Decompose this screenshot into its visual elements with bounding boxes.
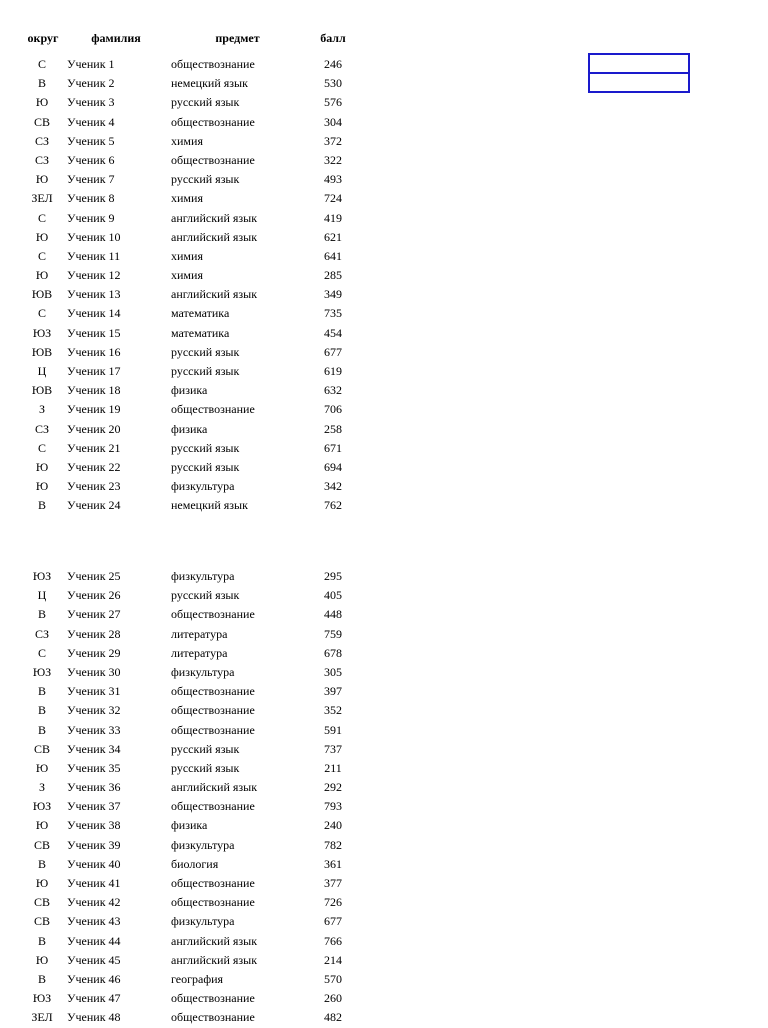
cell-familiya[interactable]: Ученик 41 [67, 876, 121, 890]
table-row [0, 721, 400, 740]
cell-ball[interactable]: 724 [324, 191, 342, 206]
table-row [0, 970, 400, 989]
cell-familiya[interactable]: Ученик 42 [67, 895, 121, 910]
table-row [0, 247, 400, 266]
cell-ball[interactable]: 405 [324, 588, 342, 603]
cell-predmet[interactable]: литература [171, 626, 228, 641]
cell-okrug[interactable]: ЗЕЛ [31, 191, 53, 206]
table-row [0, 644, 400, 663]
cell-familiya[interactable]: Ученик 46 [67, 971, 121, 986]
cell-familiya[interactable]: Ученик 5 [67, 133, 115, 148]
cell-predmet[interactable]: русский язык [171, 760, 240, 775]
cell-okrug[interactable]: Ц [37, 364, 47, 378]
cell-okrug[interactable]: Ю [35, 172, 49, 187]
cell-okrug[interactable]: СЗ [34, 152, 49, 167]
column-header-predmet[interactable]: предмет [215, 31, 260, 45]
cell-familiya[interactable]: Ученик 13 [67, 287, 121, 302]
cell-familiya[interactable]: Ученик 9 [67, 210, 115, 225]
cell-familiya[interactable]: Ученик 35 [67, 760, 121, 775]
table-row [0, 113, 400, 132]
cell-familiya[interactable]: Ученик 16 [67, 344, 121, 359]
table-row [0, 816, 400, 835]
table-row [0, 759, 400, 778]
cell-familiya[interactable]: Ученик 37 [67, 799, 121, 814]
cell-okrug[interactable]: Ю [35, 268, 49, 283]
cell-predmet[interactable]: обществознание [171, 152, 255, 167]
cell-familiya[interactable]: Ученик 2 [67, 76, 115, 91]
cell-ball[interactable]: 304 [324, 114, 342, 129]
cell-ball[interactable]: 295 [324, 569, 342, 583]
cell-okrug[interactable]: С [37, 210, 46, 225]
cell-okrug[interactable]: В [37, 856, 46, 871]
cell-familiya[interactable]: Ученик 31 [67, 684, 121, 699]
cell-okrug[interactable]: Ю [35, 229, 49, 244]
cell-okrug[interactable]: В [37, 722, 46, 737]
cell-predmet[interactable]: немецкий язык [171, 76, 248, 91]
table-row [0, 951, 400, 970]
cell-familiya[interactable]: Ученик 29 [67, 645, 121, 660]
cell-ball[interactable]: 762 [324, 498, 342, 513]
column-header-okrug[interactable]: округ [27, 31, 59, 45]
table-row [0, 458, 400, 477]
table-row [0, 1008, 400, 1027]
cell-okrug[interactable]: СЗ [34, 133, 49, 148]
cell-familiya[interactable]: Ученик 20 [67, 421, 121, 436]
table-row [0, 740, 400, 759]
cell-ball[interactable]: 292 [324, 780, 342, 795]
cell-predmet[interactable]: английский язык [171, 210, 258, 225]
table-row [0, 778, 400, 797]
cell-ball[interactable]: 576 [324, 95, 342, 110]
cell-ball[interactable]: 570 [324, 971, 342, 986]
cell-familiya[interactable]: Ученик 15 [67, 325, 121, 340]
cell-familiya[interactable]: Ученик 1 [67, 57, 115, 71]
table-row [0, 285, 400, 304]
table-row [0, 912, 400, 931]
cell-okrug[interactable]: СВ [33, 114, 50, 129]
table-row [0, 381, 400, 400]
cell-predmet[interactable]: обществознание [171, 703, 255, 718]
cell-okrug[interactable]: СВ [33, 837, 50, 852]
cell-okrug[interactable]: В [37, 607, 46, 622]
cell-familiya[interactable]: Ученик 38 [67, 818, 121, 833]
table-row [0, 567, 400, 586]
cell-predmet[interactable]: география [171, 971, 224, 986]
cell-ball[interactable]: 735 [324, 306, 342, 321]
cell-familiya[interactable]: Ученик 23 [67, 479, 121, 494]
table-row [0, 682, 400, 701]
table-row [0, 496, 400, 515]
table-row [0, 228, 400, 247]
cell-ball[interactable]: 214 [324, 952, 342, 967]
cell-ball[interactable]: 726 [324, 895, 342, 910]
column-header-familiya[interactable]: фамилия [91, 31, 141, 45]
cell-predmet[interactable]: обществознание [171, 895, 255, 910]
cell-predmet[interactable]: физика [171, 818, 208, 833]
table-row [0, 324, 400, 343]
cell-ball[interactable]: 671 [324, 440, 342, 455]
cell-predmet[interactable]: химия [171, 133, 203, 148]
table-row [0, 701, 400, 720]
cell-ball[interactable]: 493 [324, 172, 342, 187]
table-row [0, 586, 400, 605]
table-row [0, 151, 400, 170]
cell-familiya[interactable]: Ученик 19 [67, 402, 121, 417]
selected-cell-upper[interactable] [588, 53, 690, 74]
cell-predmet[interactable]: русский язык [171, 364, 240, 378]
cell-ball[interactable]: 342 [324, 479, 342, 494]
cell-ball[interactable]: 448 [324, 607, 342, 622]
cell-ball[interactable]: 352 [324, 703, 342, 718]
cell-ball[interactable]: 632 [324, 383, 342, 398]
cell-familiya[interactable]: Ученик 4 [67, 114, 115, 129]
cell-okrug[interactable]: З [38, 402, 45, 417]
cell-predmet[interactable]: русский язык [171, 95, 240, 110]
table-row [0, 663, 400, 682]
cell-predmet[interactable]: физика [171, 383, 208, 398]
table-row [0, 343, 400, 362]
cell-okrug[interactable]: З [38, 780, 45, 795]
cell-predmet[interactable]: обществознание [171, 402, 255, 417]
cell-okrug[interactable]: ЮВ [31, 383, 53, 398]
cell-familiya[interactable]: Ученик 36 [67, 780, 121, 795]
cell-familiya[interactable]: Ученик 14 [67, 306, 121, 321]
table-row [0, 362, 400, 381]
cell-predmet[interactable]: английский язык [171, 933, 258, 948]
cell-predmet[interactable]: биология [171, 856, 219, 871]
selected-cell-lower[interactable] [588, 72, 690, 93]
cell-okrug[interactable]: ЗЕЛ [31, 1010, 53, 1025]
table-row [0, 266, 400, 285]
cell-ball[interactable]: 641 [324, 248, 342, 263]
table-row [0, 605, 400, 624]
cell-okrug[interactable]: Ю [35, 760, 49, 775]
cell-predmet[interactable]: русский язык [171, 172, 240, 187]
cell-predmet[interactable]: русский язык [171, 459, 240, 474]
cell-okrug[interactable]: Ю [35, 876, 49, 890]
table-block-upper [0, 55, 400, 516]
cell-familiya[interactable]: Ученик 39 [67, 837, 121, 852]
cell-okrug[interactable]: СЗ [34, 421, 49, 436]
cell-okrug[interactable]: Ю [35, 952, 49, 967]
cell-okrug[interactable]: Ю [35, 479, 49, 494]
cell-familiya[interactable]: Ученик 17 [67, 364, 121, 378]
table-header [0, 31, 400, 47]
table-block-lower [0, 567, 400, 1028]
cell-predmet[interactable]: обществознание [171, 799, 255, 814]
cell-predmet[interactable]: обществознание [171, 1010, 255, 1025]
cell-okrug[interactable]: СЗ [34, 626, 49, 641]
cell-okrug[interactable]: ЮЗ [32, 569, 52, 583]
cell-okrug[interactable]: СВ [33, 741, 50, 756]
cell-familiya[interactable]: Ученик 7 [67, 172, 115, 187]
cell-familiya[interactable]: Ученик 8 [67, 191, 115, 206]
cell-okrug[interactable]: Ю [35, 818, 49, 833]
cell-okrug[interactable]: В [37, 76, 46, 91]
cell-okrug[interactable]: В [37, 703, 46, 718]
cell-familiya[interactable]: Ученик 33 [67, 722, 121, 737]
cell-ball[interactable]: 766 [324, 933, 342, 948]
cell-ball[interactable]: 349 [324, 287, 342, 302]
cell-familiya[interactable]: Ученик 47 [67, 991, 121, 1006]
cell-predmet[interactable]: обществознание [171, 991, 255, 1006]
cell-okrug[interactable]: ЮЗ [32, 664, 52, 679]
cell-ball[interactable]: 260 [324, 991, 342, 1006]
column-header-ball[interactable]: балл [320, 31, 346, 45]
cell-familiya[interactable]: Ученик 44 [67, 933, 121, 948]
cell-familiya[interactable]: Ученик 45 [67, 952, 121, 967]
cell-okrug[interactable]: ЮВ [31, 344, 53, 359]
cell-predmet[interactable]: обществознание [171, 607, 255, 622]
cell-familiya[interactable]: Ученик 26 [67, 588, 121, 603]
cell-familiya[interactable]: Ученик 43 [67, 914, 121, 929]
cell-predmet[interactable]: русский язык [171, 588, 240, 603]
cell-predmet[interactable]: обществознание [171, 876, 255, 890]
cell-ball[interactable]: 211 [324, 760, 342, 775]
cell-familiya[interactable]: Ученик 40 [67, 856, 121, 871]
cell-predmet[interactable]: обществознание [171, 57, 255, 71]
table-row [0, 93, 400, 112]
cell-ball[interactable]: 454 [324, 325, 342, 340]
table-row [0, 989, 400, 1008]
cell-predmet[interactable]: немецкий язык [171, 498, 248, 513]
cell-predmet[interactable]: обществознание [171, 684, 255, 699]
cell-ball[interactable]: 591 [324, 722, 342, 737]
cell-familiya[interactable]: Ученик 21 [67, 440, 121, 455]
cell-ball[interactable]: 372 [324, 133, 342, 148]
cell-ball[interactable]: 361 [324, 856, 342, 871]
cell-ball[interactable]: 397 [324, 684, 342, 699]
cell-ball[interactable]: 706 [324, 402, 342, 417]
cell-predmet[interactable]: математика [171, 325, 230, 340]
cell-ball[interactable]: 285 [324, 268, 342, 283]
table-row [0, 420, 400, 439]
table-row [0, 477, 400, 496]
cell-familiya[interactable]: Ученик 24 [67, 498, 121, 513]
cell-okrug[interactable]: Ц [37, 588, 47, 603]
cell-ball[interactable]: 678 [324, 645, 342, 660]
cell-predmet[interactable]: английский язык [171, 287, 258, 302]
cell-ball[interactable]: 619 [324, 364, 342, 378]
cell-okrug[interactable]: С [37, 440, 46, 455]
cell-predmet[interactable]: физкультура [171, 837, 235, 852]
cell-ball[interactable]: 737 [324, 741, 342, 756]
cell-familiya[interactable]: Ученик 10 [67, 229, 121, 244]
table-row [0, 55, 400, 74]
cell-okrug[interactable]: В [37, 684, 46, 699]
cell-okrug[interactable]: ЮЗ [32, 991, 52, 1006]
cell-predmet[interactable]: английский язык [171, 952, 258, 967]
cell-ball[interactable]: 782 [324, 837, 342, 852]
table-row [0, 209, 400, 228]
cell-ball[interactable]: 677 [324, 344, 342, 359]
cell-familiya[interactable]: Ученик 48 [67, 1010, 121, 1025]
cell-familiya[interactable]: Ученик 25 [67, 569, 121, 583]
cell-ball[interactable]: 258 [324, 421, 342, 436]
cell-familiya[interactable]: Ученик 3 [67, 95, 115, 110]
table-row [0, 439, 400, 458]
cell-predmet[interactable]: английский язык [171, 780, 258, 795]
cell-okrug[interactable]: С [37, 306, 46, 321]
cell-predmet[interactable]: обществознание [171, 114, 255, 129]
cell-familiya[interactable]: Ученик 18 [67, 383, 121, 398]
cell-ball[interactable]: 793 [324, 799, 342, 814]
cell-ball[interactable]: 305 [324, 664, 342, 679]
cell-okrug[interactable]: СВ [33, 895, 50, 910]
table-row [0, 932, 400, 951]
table-row [0, 170, 400, 189]
cell-okrug[interactable]: СВ [33, 914, 50, 929]
cell-ball[interactable]: 621 [324, 229, 342, 244]
table-row [0, 304, 400, 323]
cell-ball[interactable]: 759 [324, 626, 342, 641]
cell-okrug[interactable]: С [37, 57, 46, 71]
cell-predmet[interactable]: физкультура [171, 569, 235, 583]
cell-ball[interactable]: 377 [324, 876, 342, 890]
cell-ball[interactable]: 694 [324, 459, 342, 474]
cell-familiya[interactable]: Ученик 12 [67, 268, 121, 283]
cell-okrug[interactable]: ЮЗ [32, 325, 52, 340]
cell-ball[interactable]: 246 [324, 57, 342, 71]
cell-predmet[interactable]: математика [171, 306, 230, 321]
cell-predmet[interactable]: русский язык [171, 344, 240, 359]
cell-familiya[interactable]: Ученик 32 [67, 703, 121, 718]
cell-okrug[interactable]: Ю [35, 459, 49, 474]
cell-predmet[interactable]: английский язык [171, 229, 258, 244]
cell-okrug[interactable]: ЮВ [31, 287, 53, 302]
cell-familiya[interactable]: Ученик 30 [67, 664, 121, 679]
cell-predmet[interactable]: физкультура [171, 479, 235, 494]
table-row [0, 874, 400, 893]
cell-okrug[interactable]: В [37, 498, 46, 513]
cell-familiya[interactable]: Ученик 6 [67, 152, 115, 167]
table-row [0, 893, 400, 912]
cell-okrug[interactable]: С [37, 248, 46, 263]
cell-familiya[interactable]: Ученик 34 [67, 741, 121, 756]
table-row [0, 189, 400, 208]
cell-predmet[interactable]: обществознание [171, 722, 255, 737]
cell-predmet[interactable]: физкультура [171, 664, 235, 679]
cell-okrug[interactable]: Ю [35, 95, 49, 110]
table-row [0, 836, 400, 855]
cell-okrug[interactable]: ЮЗ [32, 799, 52, 814]
cell-ball[interactable]: 482 [324, 1010, 342, 1025]
cell-okrug[interactable]: В [37, 933, 46, 948]
cell-ball[interactable]: 419 [324, 210, 342, 225]
cell-okrug[interactable]: В [37, 971, 46, 986]
cell-predmet[interactable]: русский язык [171, 440, 240, 455]
cell-okrug[interactable]: С [37, 645, 46, 660]
cell-predmet[interactable]: химия [171, 248, 203, 263]
cell-predmet[interactable]: химия [171, 191, 203, 206]
cell-predmet[interactable]: химия [171, 268, 203, 283]
cell-ball[interactable]: 322 [324, 152, 342, 167]
cell-familiya[interactable]: Ученик 11 [67, 248, 121, 263]
cell-predmet[interactable]: физкультура [171, 914, 235, 929]
cell-ball[interactable]: 240 [324, 818, 342, 833]
table-row [0, 855, 400, 874]
table-row [0, 625, 400, 644]
cell-familiya[interactable]: Ученик 22 [67, 459, 121, 474]
cell-familiya[interactable]: Ученик 28 [67, 626, 121, 641]
table-row [0, 74, 400, 93]
cell-predmet[interactable]: русский язык [171, 741, 240, 756]
cell-predmet[interactable]: литература [171, 645, 228, 660]
table-row [0, 400, 400, 419]
table-row [0, 797, 400, 816]
cell-ball[interactable]: 677 [324, 914, 342, 929]
table-row [0, 132, 400, 151]
cell-predmet[interactable]: физика [171, 421, 208, 436]
cell-ball[interactable]: 530 [324, 76, 342, 91]
cell-familiya[interactable]: Ученик 27 [67, 607, 121, 622]
